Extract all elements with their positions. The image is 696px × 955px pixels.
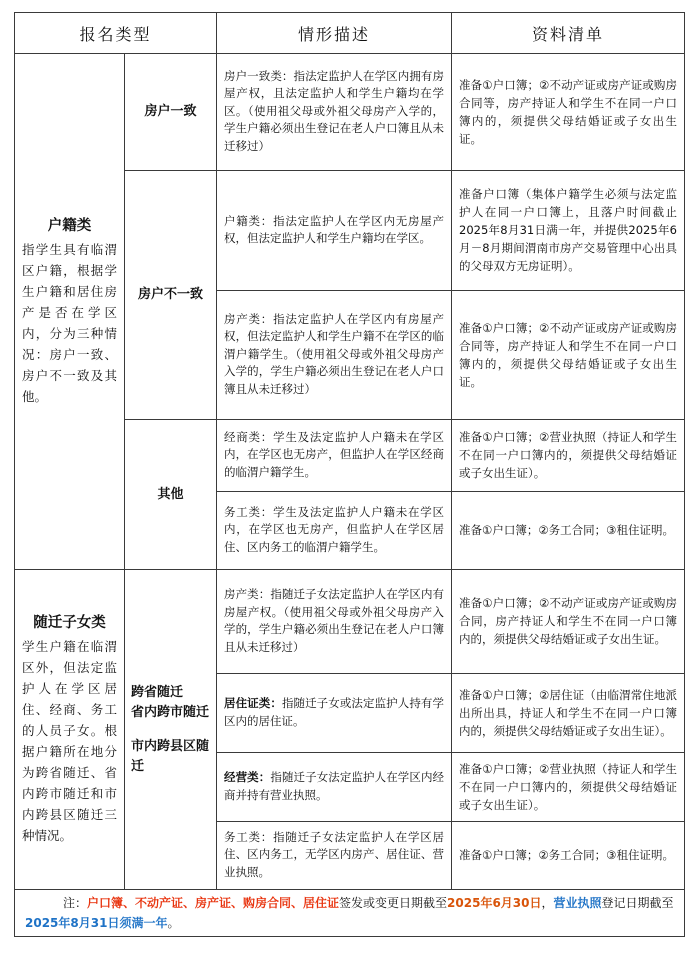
situation-cell	[217, 492, 452, 570]
situation-text: 指法定监护人在学区内有房屋产权，但法定监护人和学生户籍不在学区的临渭户籍学生。（使用祖父母或外祖父母房产入学的，学生户籍必须出生登记在老人户口簿且从未迁移过）	[224, 311, 445, 396]
document-cell: 准备户口簿（集体户籍学生必须与法定监护人在同一户口簿上，且落户时间截止2025年8月31日满一年，并提供2025年6月－8月期间渭南市房产交易管理中心出具的父母双方无房证明）。	[452, 171, 685, 291]
subcategory-fanghu-buyizhi: 房户不一致	[125, 171, 217, 420]
table-row	[15, 54, 685, 171]
situation-label: 户籍类：	[224, 213, 274, 228]
situation-text: 指法定监护人在学区内拥有房屋产权，且法定监护人和学生户籍均在学区。（使用祖父母或外祖父母房产入学的，学生户籍必须出生登记在老人户口簿且从未迁移过）	[224, 68, 445, 153]
document-cell: 准备①户口簿；②营业执照（持证人和学生不在同一户口簿内的，须提供父母结婚证或子女出生证）。	[452, 420, 685, 492]
document-cell: 准备①户口簿；②务工合同；③租住证明。	[452, 822, 685, 890]
enrollment-table-page	[14, 12, 684, 937]
note-text-1: 签发或变更日期截至	[339, 896, 448, 910]
situation-text: 学生及法定监护人户籍未在学区内，在学区也无房产，但监护人在学区居住、区内务工的临渭户籍学生。	[224, 504, 445, 554]
subcategory-cross-city: 省内跨市随迁	[131, 704, 210, 720]
situation-label: 房产类：	[224, 311, 274, 326]
table-row	[15, 570, 685, 674]
subcategory-fanghu-yizhi: 房户一致	[125, 54, 217, 171]
situation-cell	[217, 291, 452, 420]
note-prefix: 注：	[63, 896, 88, 910]
situation-label: 居住证类：	[224, 696, 282, 710]
situation-cell	[217, 420, 452, 492]
table-header-row	[15, 13, 685, 54]
header-registration-type: 报名类型	[15, 13, 217, 54]
note-row	[15, 890, 685, 937]
document-cell: 准备①户口簿；②营业执照（持证人和学生不在同一户口簿内的，须提供父母结婚证或子女出生证）。	[452, 753, 685, 822]
note-end: 。	[167, 916, 180, 930]
situation-text: 指随迁子女或法定监护人持有学区内的居住证。	[224, 696, 445, 728]
note-date-1: 2025年6月30日	[447, 896, 542, 910]
note-cell	[15, 890, 685, 937]
document-cell: 准备①户口簿；②务工合同；③租住证明。	[452, 492, 685, 570]
situation-cell	[217, 674, 452, 753]
category-suiqian	[15, 570, 125, 890]
category-description: 学生户籍在临渭区外，但法定监护人在学区居住、经商、务工的人员子女。根据户籍所在地分为跨省随迁、省内跨市随迁和市内跨县区随迁三种情况。	[22, 639, 117, 843]
situation-text: 指随迁子女法定监护人在学区内经商并持有营业执照。	[224, 770, 445, 802]
situation-cell	[217, 171, 452, 291]
situation-text: 指法定监护人在学区内无房屋产权，但法定监护人和学生户籍均在学区。	[224, 213, 445, 245]
category-description: 指学生具有临渭区户籍，根据学生户籍和居住房产是否在学区内，分为三种情况：房户一致、房户不一致及其他。	[22, 242, 117, 404]
situation-label: 经营类：	[224, 770, 271, 784]
header-situation-description: 情形描述	[217, 13, 452, 54]
situation-text: 指随迁子女法定监护人在学区内有房屋产权。（使用祖父母或外祖父母房产入学的，学生户籍必须出生登记在老人户口簿且从未迁移过）	[224, 587, 445, 654]
situation-cell	[217, 822, 452, 890]
note-text-2: 登记日期截至	[601, 896, 674, 910]
subcategory-cross-county: 市内跨县区随迁	[131, 738, 210, 774]
note-separator: ，	[541, 896, 554, 910]
category-huji	[15, 54, 125, 570]
situation-cell	[217, 54, 452, 171]
subcategory-migration-types	[125, 570, 217, 890]
situation-text: 学生及法定监护人户籍未在学区内，在学区也无房产，但监护人在学区经商的临渭户籍学生。	[224, 429, 445, 479]
situation-label: 房产类：	[224, 587, 271, 601]
situation-label: 务工类：	[224, 504, 274, 519]
enrollment-table	[14, 12, 685, 937]
document-cell: 准备①户口簿；②不动产证或房产证或购房合同等，房产持证人和学生不在同一户口簿内的，须提供父母结婚证或子女出生证。	[452, 291, 685, 420]
document-cell: 准备①户口簿；②居住证（由临渭常住地派出所出具，持证人和学生不在同一户口簿内的，须提供父母结婚证或子女出生证）。	[452, 674, 685, 753]
situation-text: 指随迁子女法定监护人在学区居住、区内务工，无学区内房产、居住证、营业执照。	[224, 829, 445, 879]
category-title: 户籍类	[47, 218, 92, 234]
header-document-list: 资料清单	[452, 13, 685, 54]
subcategory-migration-label	[131, 683, 212, 723]
situation-label: 经商类：	[224, 429, 274, 444]
subcategory-cross-province: 跨省随迁	[131, 684, 184, 700]
note-documents: 户口簿、不动产证、房产证、购房合同、居住证	[87, 896, 340, 910]
subcategory-other: 其他	[125, 420, 217, 570]
note-business-license: 营业执照	[553, 896, 602, 910]
situation-label: 房户一致类：	[224, 68, 294, 83]
note-date-2: 2025年8月31日须满一年	[25, 916, 168, 930]
situation-cell	[217, 570, 452, 674]
category-title: 随迁子女类	[33, 615, 106, 631]
situation-label: 务工类：	[224, 829, 274, 844]
document-cell: 准备①户口簿；②不动产证或房产证或购房合同等，房产持证人和学生不在同一户口簿内的，须提供父母结婚证或子女出生证。	[452, 54, 685, 171]
document-cell: 准备①户口簿；②不动产证或房产证或购房合同，房产持证人和学生不在同一户口簿内的，须提供父母结婚证或子女出生证。	[452, 570, 685, 674]
situation-cell	[217, 753, 452, 822]
